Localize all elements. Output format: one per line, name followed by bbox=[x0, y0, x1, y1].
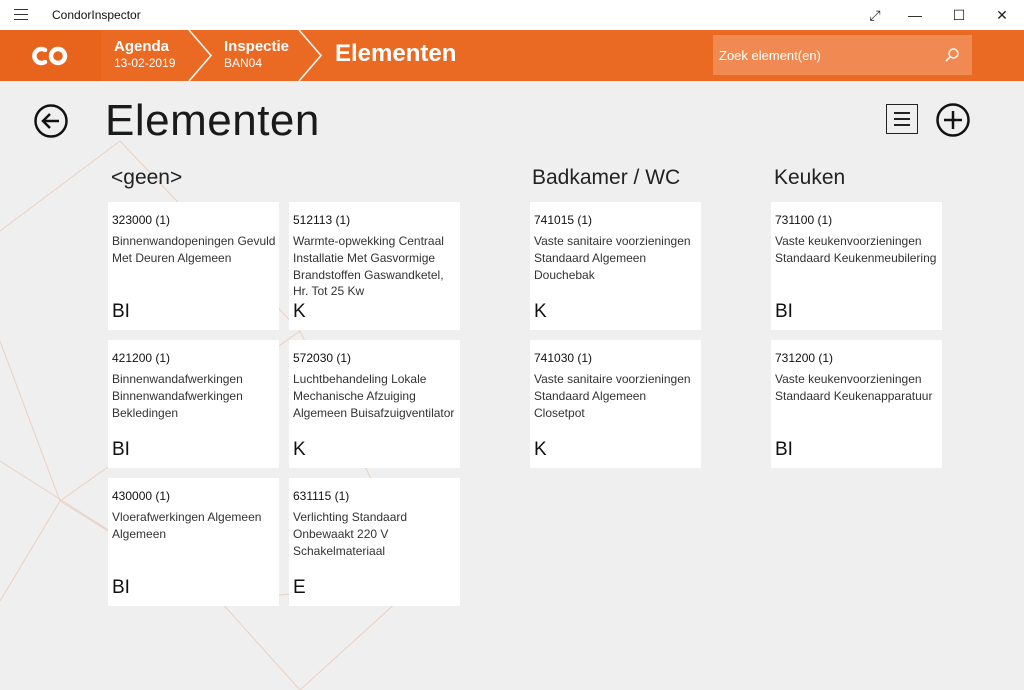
element-description: Vaste sanitaire voorzieningen Standaard Algemeen Closetpot bbox=[534, 372, 691, 420]
element-status: BI bbox=[112, 301, 130, 322]
group-title: Keuken bbox=[774, 166, 846, 189]
close-button[interactable]: ✕ bbox=[996, 6, 1008, 23]
element-description: Binnenwandopeningen Gevuld Met Deuren Algemeen bbox=[112, 234, 276, 265]
app-title: CondorInspector bbox=[52, 8, 141, 22]
breadcrumb-subtitle: BAN04 bbox=[224, 56, 263, 70]
element-card[interactable] bbox=[108, 202, 279, 330]
hamburger-menu-icon[interactable] bbox=[14, 9, 28, 20]
search-icon[interactable] bbox=[944, 47, 960, 63]
breadcrumb-title: Inspectie bbox=[224, 38, 290, 55]
element-card[interactable] bbox=[108, 340, 279, 468]
element-code: 741030 (1) bbox=[534, 351, 593, 365]
minimize-button[interactable]: — bbox=[908, 7, 922, 23]
fullscreen-button[interactable]: ⤢ bbox=[869, 6, 881, 23]
element-card[interactable] bbox=[289, 202, 460, 330]
group-title: <geen> bbox=[111, 166, 183, 189]
element-code: 631115 (1) bbox=[293, 489, 350, 503]
element-description: Vaste sanitaire voorzieningen Standaard Algemeen Douchebak bbox=[534, 234, 691, 282]
element-description: Warmte-opwekking Centraal Installatie Met Gasvormige Brandstoffen Gaswandketel, Hr. Tot 25 Kw bbox=[293, 234, 444, 299]
app-header bbox=[0, 30, 1024, 81]
add-icon[interactable] bbox=[936, 103, 970, 137]
element-code: 323000 (1) bbox=[112, 213, 171, 227]
breadcrumb-agenda[interactable] bbox=[114, 30, 194, 81]
search-box[interactable] bbox=[713, 35, 972, 75]
element-status: BI bbox=[112, 439, 130, 460]
element-status: BI bbox=[775, 439, 793, 460]
breadcrumb-inspectie[interactable] bbox=[224, 30, 304, 81]
maximize-button[interactable]: ☐ bbox=[952, 6, 966, 23]
element-card[interactable] bbox=[289, 478, 460, 606]
breadcrumb-current: Elementen bbox=[335, 40, 457, 67]
element-card[interactable] bbox=[289, 340, 460, 468]
list-icon bbox=[894, 112, 910, 114]
element-card[interactable] bbox=[771, 340, 942, 468]
element-status: K bbox=[534, 301, 547, 322]
list-view-button[interactable] bbox=[886, 104, 918, 134]
element-description: Vaste keukenvoorzieningen Standaard Keukenapparatuur bbox=[775, 372, 933, 403]
element-status: K bbox=[293, 301, 306, 322]
logo[interactable] bbox=[0, 30, 101, 81]
element-description: Verlichting Standaard Onbewaakt 220 V Schakelmateriaal bbox=[293, 510, 408, 558]
element-status: BI bbox=[112, 577, 130, 598]
element-card[interactable] bbox=[108, 478, 279, 606]
element-code: 731100 (1) bbox=[775, 213, 833, 227]
condor-logo-icon bbox=[31, 44, 71, 68]
element-description: Binnenwandafwerkingen Binnenwandafwerkingen Bekledingen bbox=[112, 372, 243, 420]
element-card[interactable] bbox=[530, 340, 701, 468]
element-code: 741015 (1) bbox=[534, 213, 593, 227]
element-status: E bbox=[293, 577, 306, 598]
search-input[interactable] bbox=[713, 35, 933, 75]
breadcrumb-subtitle: 13-02-2019 bbox=[114, 56, 176, 70]
element-description: Luchtbehandeling Lokale Mechanische Afzuiging Algemeen Buisafzuigventilator bbox=[293, 372, 455, 420]
element-code: 731200 (1) bbox=[775, 351, 834, 365]
page-title: Elementen bbox=[105, 96, 320, 145]
back-arrow-icon[interactable] bbox=[34, 104, 68, 138]
element-card[interactable] bbox=[771, 202, 942, 330]
element-code: 421200 (1) bbox=[112, 351, 171, 365]
element-description: Vaste keukenvoorzieningen Standaard Keukenmeubilering bbox=[775, 234, 937, 265]
element-code: 572030 (1) bbox=[293, 351, 352, 365]
element-code: 512113 (1) bbox=[293, 213, 351, 227]
element-code: 430000 (1) bbox=[112, 489, 171, 503]
element-status: K bbox=[293, 439, 306, 460]
element-description: Vloerafwerkingen Algemeen Algemeen bbox=[112, 510, 262, 541]
breadcrumb-title: Agenda bbox=[114, 38, 170, 55]
element-status: BI bbox=[775, 301, 793, 322]
window-titlebar bbox=[0, 0, 1024, 30]
element-status: K bbox=[534, 439, 547, 460]
element-card[interactable] bbox=[530, 202, 701, 330]
group-title: Badkamer / WC bbox=[532, 166, 681, 189]
